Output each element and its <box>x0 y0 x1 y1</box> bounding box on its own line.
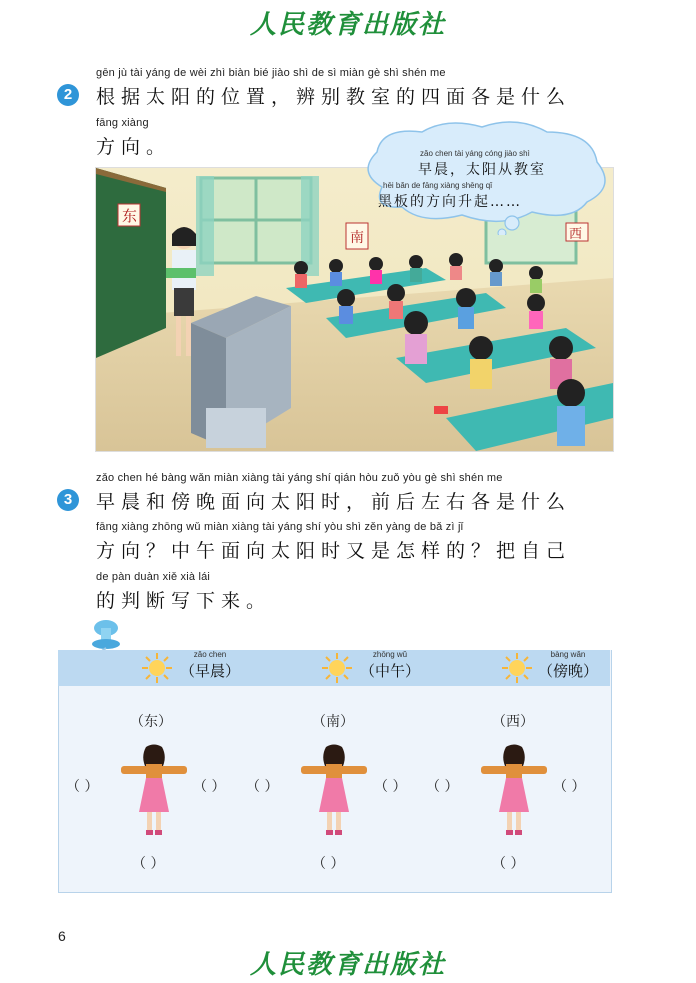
time-text-evening: （傍晚） <box>538 662 599 680</box>
front-answer-morning: （东） <box>130 714 172 730</box>
q3-text-line1: 早晨和傍晚面向太阳时，前后左右各是什么 <box>96 491 572 513</box>
time-pinyin-morning: zǎo chen <box>193 650 227 659</box>
bubble-pinyin-line1: zǎo chen tài yáng cóng jiào shì <box>420 149 530 158</box>
left-answer-morning[interactable]: （ ） <box>66 779 99 795</box>
time-label-noon <box>360 650 420 681</box>
back-answer-morning[interactable]: （ ） <box>132 856 165 872</box>
sign-east: 东 <box>122 207 138 225</box>
publisher-logo-bottom: 人民教育出版社 <box>249 950 446 980</box>
q2-pinyin-line2: fāng xiàng <box>96 117 149 129</box>
right-answer-evening[interactable]: （ ） <box>553 779 586 795</box>
girl-figure-evening <box>479 744 549 839</box>
sign-west: 西 <box>569 227 583 242</box>
question-number-2: 2 <box>57 84 79 106</box>
back-answer-evening[interactable]: （ ） <box>492 856 525 872</box>
q2-text-line1: 根据太阳的位置，辨别教室的四面各是什么 <box>96 86 572 108</box>
sun-icon-noon <box>322 653 352 683</box>
time-text-morning: （早晨） <box>180 662 241 680</box>
q3-pinyin-line3: de pàn duàn xiě xià lái <box>96 571 211 583</box>
time-pinyin-evening: bàng wǎn <box>550 650 586 659</box>
girl-figure-morning <box>119 744 189 839</box>
sun-icon-evening <box>502 653 532 683</box>
sign-south: 南 <box>350 230 364 246</box>
back-answer-noon[interactable]: （ ） <box>312 856 345 872</box>
front-answer-noon: （南） <box>312 714 354 730</box>
time-text-noon: （中午） <box>360 662 421 680</box>
time-label-evening <box>538 650 598 681</box>
time-label-morning <box>180 650 240 681</box>
q3-pinyin-line1: zǎo chen hé bàng wǎn miàn xiàng tài yáng shí qián hòu zuǒ yòu gè shì shén me <box>96 472 503 484</box>
left-answer-noon[interactable]: （ ） <box>246 779 279 795</box>
q3-pinyin-line2: fāng xiàng zhōng wǔ miàn xiàng tài yáng shí yòu shì zěn yàng de bǎ zì jǐ <box>96 521 464 533</box>
girl-figure-noon <box>299 744 369 839</box>
question-number-3: 3 <box>57 489 79 511</box>
q3-text-line3: 的判断写下来。 <box>96 590 272 612</box>
right-answer-noon[interactable]: （ ） <box>374 779 407 795</box>
time-pinyin-noon: zhōng wǔ <box>372 650 408 659</box>
bubble-text-line1: 早晨，太阳从教室 <box>418 162 546 178</box>
left-answer-evening[interactable]: （ ） <box>426 779 459 795</box>
front-answer-evening: （西） <box>492 714 534 730</box>
page-number: 6 <box>58 928 66 944</box>
bubble-pinyin-line2: hēi bǎn de fāng xiàng shēng qǐ <box>383 181 492 190</box>
publisher-logo-top: 人民教育出版社 <box>249 10 446 40</box>
bubble-text-line2: 黑板的方向升起…… <box>378 194 522 210</box>
q3-text-line2: 方向？中午面向太阳时又是怎样的？把自己 <box>96 540 572 562</box>
q2-pinyin-line1: gēn jù tài yáng de wèi zhì biàn bié jiào shì de sì miàn gè shì shén me <box>96 67 446 79</box>
q2-text-line2: 方向。 <box>96 136 172 158</box>
sun-icon-morning <box>142 653 172 683</box>
right-answer-morning[interactable]: （ ） <box>193 779 226 795</box>
